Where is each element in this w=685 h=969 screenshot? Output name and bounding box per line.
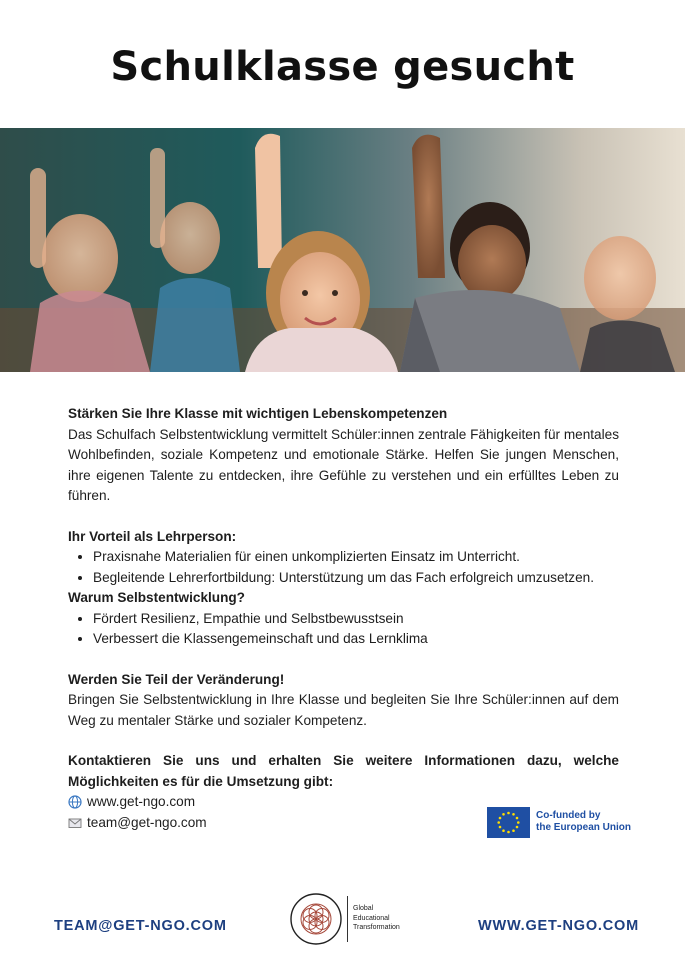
eu-line1: Co-funded by: [536, 810, 601, 821]
list-item: • Verbessert die Klassengemeinschaft und das Lernklima: [93, 629, 619, 650]
globe-icon: [68, 795, 82, 809]
list-item: • Fördert Resilienz, Empathie und Selbstbewusstsein: [93, 609, 619, 630]
section-heading: Werden Sie Teil der Veränderung!: [68, 671, 285, 687]
list-item: • Praxisnahe Materialien für einen unkomplizierten Einsatz im Unterricht.: [93, 547, 619, 568]
website-link[interactable]: www.get-ngo.com: [87, 794, 196, 809]
section-heading: Stärken Sie Ihre Klasse mit wichtigen Lebenskompetenzen: [68, 406, 448, 421]
main-content: [68, 404, 619, 833]
page-title: Schulklasse gesucht: [110, 44, 575, 90]
email-link[interactable]: team@get-ngo.com: [87, 814, 207, 830]
logo-line1: Global: [353, 905, 374, 912]
reasons-list: [68, 609, 619, 650]
eu-text: [536, 810, 631, 834]
get-logo-icon: [289, 892, 343, 946]
eu-flag-icon: [487, 807, 530, 838]
logo-line3: Transformation: [353, 924, 400, 931]
section-heading: Warum Selbstentwicklung?: [68, 590, 245, 605]
logo-text: [353, 904, 400, 933]
join-paragraph: Bringen Sie Selbstentwicklung in Ihre Klasse und begleiten Sie Ihre Schüler:innen auf dem Weg zu mentaler Stärke und sozialer Kompetenz.: [68, 692, 619, 728]
section-heading: Ihr Vorteil als Lehrperson:: [68, 528, 237, 544]
contact-heading: Kontaktieren Sie uns und erhalten Sie weitere Informationen dazu, welche Möglichkeiten es für die Umsetzung gibt:: [68, 753, 619, 789]
footer-website[interactable]: WWW.GET-NGO.COM: [477, 918, 639, 934]
eu-cofunded-badge: [487, 806, 642, 838]
logo-line2: Educational: [353, 914, 390, 922]
hero-image: [0, 128, 685, 372]
eu-line2: the European Union: [536, 822, 631, 833]
classroom-photo: [0, 128, 685, 372]
footer-email[interactable]: TEAM@GET-NGO.COM: [54, 918, 227, 934]
list-item: • Begleitende Lehrerfortbildung: Unterstützung um das Fach erfolgreich umzusetzen.: [93, 568, 619, 589]
logo-divider: [347, 896, 348, 942]
intro-paragraph: Das Schulfach Selbstentwicklung vermittelt Schüler:innen zentrale Fähigkeiten für mentales Wohlbefinden, soziale Kompetenz und emotionale Stärke. Helfen Sie jungen Menschen, ihre eigenen Talente zu entdecken, ihre Gefühle zu verstehen und ein erfülltes Leben zu führen.: [68, 426, 619, 503]
envelope-icon: [68, 816, 82, 830]
benefits-list: [68, 547, 619, 588]
